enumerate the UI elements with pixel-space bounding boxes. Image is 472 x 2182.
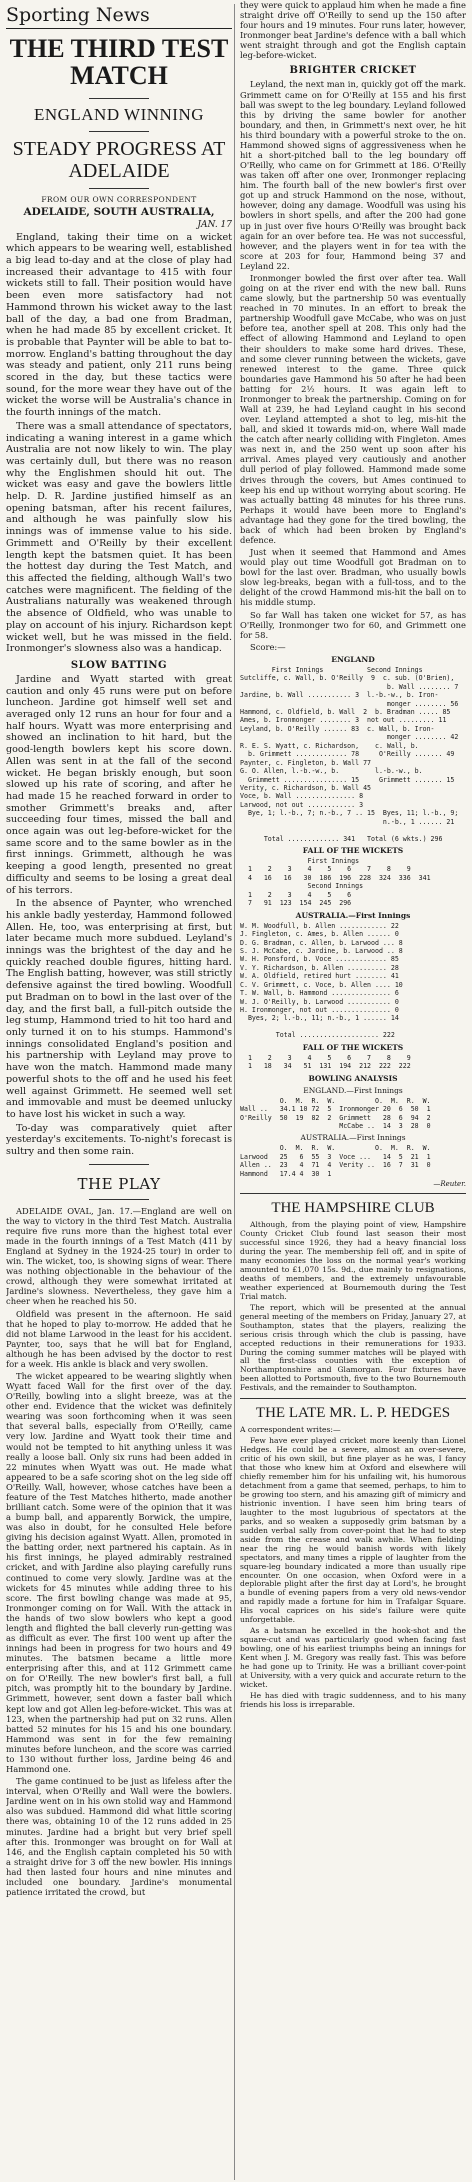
hampshire-body — [240, 1221, 466, 1393]
reuter-credit: —Reuter. — [433, 1180, 466, 1189]
score-line: n.-b., 1 ...... 21 — [240, 817, 455, 826]
score-line: monger ........ 56 — [240, 699, 459, 708]
column-rule — [234, 4, 235, 2180]
score-line: Ames, b. Ironmonger ........ 3 not out ......... 11 — [240, 716, 447, 725]
paragraph: Leyland, the next man in, quickly got off the mark. Grimmett came on for O'Reilly at 155 and his first ball was swept to the leg boundary. Leyland followed this by driving the same bowler for another boundary, and then, in Grimmett's next over, he hit his third boundary with a powerful stroke to the on. Hammond showed signs of aggressiveness when he hit a short-pitched ball to the leg boundary off O'Reilly, who came on for Grimmett at 186. O'Reilly was taken off after one over, Ironmonger replacing him. The fourth ball of the new bowler's first over got up and struck Hammond on the nose, without, however, doing any damage. Woodfull was using his bowlers in short spells, and after the 200 had gone up in just over five hours O'Reilly was brought back again for an over before tea. He was not successful, however, and the players went in for tea with the score at 203 for four, Hammond being 37 and Leyland 22. — [240, 79, 466, 271]
score-line: 1 18 34 51 131 194 212 222 222 — [240, 1062, 411, 1071]
score-line: 7 91 123 154 245 296 — [240, 899, 352, 908]
paragraph: He has died with tragic suddenness, and to his many friends his loss is irreparable. — [240, 1690, 466, 1709]
paragraph: ADELAIDE OVAL, Jan. 17.—England are well on the way to victory in the third Test Match. Australia require five runs more than the highest total ever made in the fourth innings of a Test Match (411 by England at Sydney in the 1924-25 tour) in order to win. The wicket, too, is showing signs of wear. There was nothing objectionable in the behaviour of the crowd, although they were somewhat irritated at Jardine's slowness. Nevertheless, they gave him a cheer when he reached his 50. — [6, 1205, 232, 1307]
paragraph: So far Wall has taken one wicket for 57, as has O'Reilly, Ironmonger two for 60, and Grimmett one for 58. — [240, 609, 466, 640]
paragraph: The game continued to be just as lifeless after the interval, when O'Reilly and Wall were the bowlers. Jardine went on in his own stolid way and Hammond also was subdued. Hammond did what little scoring there was, obtaining 10 of the 12 runs added in 25 minutes. Jardine had a bright but very brief spell after this. Ironmonger was brought on for Wall at 146, and the English captain completed his 50 with a straight drive for 3 off the new bowler. His innings had then lasted four hours and nine minutes and included one boundary. Jardine's monumental patience irritated the crowd, but — [6, 1776, 232, 1897]
subhead-brighter-cricket: BRIGHTER CRICKET — [289, 65, 417, 77]
score-line: W. H. Ponsford, b. Voce ............. 85 — [240, 955, 399, 964]
score-line: Second Innings — [240, 882, 364, 891]
left-column — [6, 0, 232, 2182]
scorecard-england — [240, 666, 466, 843]
divider — [89, 1164, 149, 1165]
date: JAN. 17 — [197, 219, 232, 230]
score-line: O. M. R. W. O. M. R. W. — [240, 1144, 431, 1153]
paragraph: Oldfield was present in the afternoon. He said that he hoped to play to-morrow. He added that he did not blame Larwood in the least for his accident. Paynter, too, says that he will bat for England, although he has been advised by the doctor to rest for a week. His ankle is black and very swollen. — [6, 1308, 232, 1369]
score-line: McCabe .. 14 3 28 0 — [240, 1121, 431, 1130]
hedges-body — [240, 1437, 466, 1710]
score-line: Total .................... 222 — [240, 1031, 395, 1040]
divider — [89, 98, 149, 99]
dateline: ADELAIDE, SOUTH AUSTRALIA, — [23, 205, 215, 218]
score-line: 4 16 16 30 186 196 228 324 336 341 — [240, 873, 431, 882]
score-line: Sutcliffe, c. Wall, b. O'Reilly 9 c. sub. (O'Brien), — [240, 674, 455, 683]
score-line: W. M. Woodfull, b. Allen ............ 22 — [240, 921, 399, 930]
score-line: G. O. Allen, l.-b.-w., b. l.-b.-w., b. — [240, 767, 423, 776]
bowling-england-title: ENGLAND.—First Innings — [303, 1085, 403, 1095]
bowling-england — [240, 1097, 466, 1131]
subhead-slow-batting: SLOW BATTING — [70, 659, 168, 671]
scorecard-england-title: ENGLAND — [331, 654, 375, 664]
score-line: Hammond, c. Oldfield, b. Wall 2 b. Bradman ..... 85 — [240, 708, 451, 717]
paragraph: Score:— — [250, 641, 286, 652]
divider — [89, 1199, 149, 1200]
score-line: Larwood, not out ............ 3 — [240, 800, 364, 809]
subhead-the-play: THE PLAY — [77, 1174, 161, 1193]
paragraph: The wicket appeared to be wearing slightly when Wyatt faced Wall for the first over of the day. O'Reilly, bowling into a slight breeze, was at the other end. Evidence that the wicket was definitely wearing was soon forthcoming when it was seen that several balls, especially from O'Reilly, came very low. Jardine and Wyatt took their time and would not be tempted to hit anything unless it was really a loose ball. Only six runs had been added in 22 minutes when Wyatt was out. He made what appeared to be a safe scoring shot on the leg side off O'Reilly. Wall, however, whose catches have been a feature of the Test Matches hitherto, made another brilliant catch. Some were of the opinion that it was a bump ball, and apparently Borwick, the umpire, was also in doubt, for he consulted Hele before giving his decision against Wyatt. Allen, promoted in the batting order, next partnered his captain. As in his first innings, he played admirably restrained cricket, and with Jardine also playing carefully runs continued to come very slowly. Jardine was at the wickets for 45 minutes while adding three to his score. The first bowling change was made at 95, Ironmonger coming on for Wall. With the attack in the hands of two slow bowlers who kept a good length and flighted the ball cleverly run-getting was as difficult as ever. The first 100 went up after the innings had been in progress for two hours and 49 minutes. The batsmen became a little more enterprising after this, and at 112 Grimmett came on for O'Reilly. The new bowler's first ball, a full pitch, was promptly hit to the boundary by Jardine. Grimmett, however, sent down a faster ball which kept low and got Allen leg-before-wicket. This was at 123, when the partnership had put on 32 runs. Allen batted 52 minutes for his 15 and his one boundary. Hammond was sent in for the few remaining minutes before luncheon, and the score was carried to 130 without further loss, Jardine being 46 and Hammond one. — [6, 1370, 232, 1775]
paragraph: Just when it seemed that Hammond and Ames would play out time Woodfull got Bradman on to bowl for the last over. Bradman, who usually bowls slow leg-breaks, began with a full-toss, and to the delight of the crowd Hammond mis-hit the ball on to his middle stump. — [240, 547, 466, 608]
section-title: Sporting News — [6, 4, 232, 29]
score-line: Verity, c. Richardson, b. Wall 45 — [240, 783, 372, 792]
paragraph: Jardine and Wyatt started with great caution and only 45 runs were put on before luncheon. Jardine got himself well set and averaged only 12 runs an hour for four and a half hours. Wyatt was more enterprising and showed an inclination to hit hard, but the good-length bowlers kept his score down. Allen was sent in at the fall of the second wicket. He began briskly enough, but soon slowed up his rate of scoring, and after he had made 15 he reached forward in order to smother Grimmett's breaks and, after succeeding four times, missed the ball and once again was out leg-before-wicket for the same score and to the same bowler as in the first innings. Grimmett, although he was keeping a good length, presented no great difficulty and seems to be losing a great deal of his terrors. — [6, 673, 232, 896]
continued-text: they were quick to applaud him when he made a fine straight drive off O'Reilly to send up the 150 after four hours and 19 minutes. Four runs later, however, Ironmonger beat Jardine's defence with a ball which went straight through and got the English captain leg-before-wicket. — [240, 0, 466, 61]
score-line: V. Y. Richardson, b. Allen .......... 28 — [240, 963, 399, 972]
score-line: Jardine, b. Wall ........... 3 l.-b.-w., b. Iron- — [240, 691, 439, 700]
divider — [240, 1193, 466, 1194]
score-line: R. E. S. Wyatt, c. Richardson, c. Wall, b. — [240, 741, 419, 750]
score-line: b. Wall ........ 7 — [240, 682, 459, 691]
brighter-cricket-body — [240, 79, 466, 651]
paragraph: England, taking their time on a wicket which appears to be wearing well, established a big lead to-day and at the close of play had increased their advantage to 415 with four wickets still to fall. Their position would have been even more satisfactory had not Hammond thrown his wicket away to the last ball of the day, a bad one from Bradman, when he had made 85 by excellent cricket. It is probable that Paynter will be able to bat to-morrow. England's batting throughout the day was steady and patient, only 211 runs being scored in the day, but these tactics were sound, for the more wear they have out of the wicket the worse will be Australia's chance in the fourth innings of the match. — [6, 231, 232, 419]
score-line: W. J. O'Reilly, b. Larwood ........... 0 — [240, 997, 399, 1006]
score-line: S. J. McCabe, c. Jardine, b. Larwood .. 8 — [240, 946, 403, 955]
score-line: b. Grimmett ............. 78 O'Reilly ....... 49 — [240, 750, 455, 759]
score-line: W. A. Oldfield, retired hurt ........ 41 — [240, 972, 399, 981]
score-line: Paynter, c. Fingleton, b. Wall 77 — [240, 758, 372, 767]
hedges-title: THE LATE MR. L. P. HEDGES — [255, 1405, 451, 1422]
paragraph: Although, from the playing point of view, Hampshire County Cricket Club found last season their most successful since 1926, they had a heavy financial loss during the year. The membership fell off, and in spite of many economies the loss on the normal year's working amounted to £1,070 15s. 9d., due mainly to resignations, deaths of members, and the extremely unfavourable weather experienced at Bournemouth during the Test Trial match. — [240, 1220, 466, 1301]
scorecard-australia-title: AUSTRALIA.—First Innings — [295, 910, 411, 920]
score-line: Larwood 25 6 55 3 Voce ... 14 5 21 1 — [240, 1152, 431, 1161]
score-line: J. Fingleton, c. Ames, b. Allen ...... 0 — [240, 930, 399, 939]
scorecard-australia — [240, 922, 466, 1040]
score-line: Voce, b. Wall ............... 8 — [240, 792, 364, 801]
score-line: O. M. R. W. O. M. R. W. — [240, 1096, 431, 1105]
right-column — [240, 0, 466, 2182]
subhead-england-winning: ENGLAND WINNING — [33, 104, 205, 124]
divider — [89, 188, 149, 189]
paragraph: The report, which will be presented at the annual general meeting of the members on Friday, January 27, at Southampton, states that the players, realizing the serious crisis through which the club is passing, have accepted reductions in their remunerations for 1933. During the coming summer matches will be played with all the first-class counties with the exception of Northamptonshire and Glamorgan. Four fixtures have been allotted to Portsmouth, five to the two Bournemouth Festivals, and the remainder to Southampton. — [240, 1302, 466, 1393]
score-line: Byes, 2; l.-b., 11; n.-b., 1 ...... 14 — [240, 1014, 399, 1023]
headline: THE THIRD TEST MATCH — [9, 34, 229, 91]
score-line: 1 2 3 4 5 6 — [240, 890, 352, 899]
slow-batting-body — [6, 674, 232, 1158]
score-line: First Innings Second Innings — [240, 665, 423, 674]
paragraph: Ironmonger bowled the first over after tea. Wall going on at the river end with the new ball. Runs came slowly, but the partnership 50 was eventually reached in 70 minutes. In an effort to break the partnership Woodfull gave McCabe, who was on just before tea, another spell at 208. This only had the effect of allowing Hammond and Leyland to open their shoulders to make some hard drives. These, and some clever running between the wickets, gave renewed interest to the game. Three quick boundaries gave Hammond his 50 after he had been batting for 2½ hours. It was again left to Ironmonger to break the partnership. Coming on for Wall at 239, he had Leyland caught in his second over. Leyland attempted a shot to leg, mis-hit the ball, and skied it towards mid-on, where Wall made the catch after nearly colliding with Fingleton. Ames was next in, and the 250 went up soon after his arrival. Ames played very cautiously and another dull period of play followed. Hammond made some drives through the covers, but Ames continued to keep his end up without worrying about scoring. He was actually batting 48 minutes for his three runs. Perhaps it would have been more to England's advantage had they gone for the tired bowling, the back of which had been broken by England's defence. — [240, 272, 466, 545]
fall-of-wickets-england — [240, 857, 466, 908]
divider — [89, 131, 149, 132]
score-line: Total ............. 341 Total (6 wkts.) 296 — [240, 834, 443, 843]
score-line: Wall .. 34.1 10 72 5 Ironmonger 20 6 50 1 — [240, 1105, 431, 1114]
fall-of-wickets-title: FALL OF THE WICKETS — [302, 846, 404, 856]
score-line: Allen .. 23 4 71 4 Verity .. 16 7 31 0 — [240, 1161, 431, 1170]
score-line: H. Ironmonger, not out ............... 0 — [240, 1006, 399, 1015]
score-line: Hammond 17.4 4 30 1 — [240, 1169, 332, 1178]
hedges-intro: A correspondent writes:— — [240, 1425, 341, 1435]
paragraph: To-day was comparatively quiet after yesterday's excitements. To-night's forecast is sultry and then some rain. — [6, 1122, 232, 1158]
correspondent: FROM OUR OWN CORRESPONDENT — [41, 194, 197, 204]
score-line: C. V. Grimmett, c. Voce, b. Allen .... 10 — [240, 980, 403, 989]
bowling-analysis-title: BOWLING ANALYSIS — [308, 1073, 398, 1083]
score-line: O'Reilly 50 19 82 2 Grimmett 28 6 94 2 — [240, 1113, 431, 1122]
the-play-body — [6, 1206, 232, 1897]
score-line: 1 2 3 4 5 6 7 8 9 — [240, 865, 411, 874]
score-line: T. W. Wall, b. Hammond ............... 6 — [240, 989, 399, 998]
fall-of-wickets-australia — [240, 1054, 466, 1071]
bowling-australia-title: AUSTRALIA.—First Innings — [300, 1133, 406, 1143]
article-body — [6, 232, 232, 655]
subhead-steady-progress: STEADY PROGRESS AT ADELAIDE — [12, 137, 226, 182]
paragraph: As a batsman he excelled in the hook-shot and the square-cut and was particularly good when facing fast bowling, one of his earliest triumphs being an innings for Kent when J. M. Gregory was really fast. This was before he had gone up to Trinity. He was a brilliant cover-point at University, with a very quick and accurate return to the wicket. — [240, 1626, 466, 1689]
score-line: Leyland, b. O'Reilly ...... 83 c. Wall, b. Iron- — [240, 724, 435, 733]
score-line: 1 2 3 4 5 6 7 8 9 — [240, 1053, 411, 1062]
fall-of-wickets-title-2: FALL OF THE WICKETS — [302, 1042, 404, 1052]
paragraph: Few have ever played cricket more keenly than Lionel Hedges. He could be a severe, almost an over-severe, critic of his own skill, but fine player as he was, I fancy that those who knew him at Oxford and elsewhere will chiefly remember him for his unfailing wit, his humorous detachment from a game that seemed, perhaps, to him to be growing too stern, and his amazing gift of mimicry and histrionic invention. I have seen him bring tears of laughter to the most lugubrious of spectators at the parks, and so weaken a supposedly grim batsman by a sudden verbal sally from cover-point that he had to step aside from the crease and walk awhile. When fielding near the ring he would banish words with likely spectators, and many times a ripple of laughter from the square-leg boundary indicated a more than usually ripe encounter. On one occasion, when Oxford were in a deplorable plight after the first day at Lord's, he brought a bundle of evening papers from a very old news-vendor and rapidly made a fortune for him in Trafalgar Square. His vocal caprices on his side's failure were quite unforgettable. — [240, 1436, 466, 1625]
divider — [240, 1398, 466, 1399]
paragraph: There was a small attendance of spectators, indicating a waning interest in a game which Australia are not now likely to win. The play was certainly dull, but there was no reason why the Englishmen should hit out. The wicket was easy and gave the bowlers little help. D. R. Jardine justified himself as an opening batsman, after his recent failures, and although he was painfully slow his innings was of immense value to his side. Grimmett and O'Reilly by their excellent length kept the batsmen quiet. It has been the hottest day during the Test Match, and this affected the fielding, although Wall's two catches were magnificent. The fielding of the Australians naturally was weakened through the absence of Oldfield, who was unable to play on account of his injury. Richardson kept wicket well, but he was missed in the field. Ironmonger's slowness also was a handicap. — [6, 420, 232, 655]
score-line — [240, 1023, 466, 1031]
score-line — [240, 826, 466, 834]
score-line: Grimmett ................ 15 Grimmett ....... 15 — [240, 775, 455, 784]
score-line: Bye, 1; l.-b., 7; n.-b., 7 .. 15 Byes, 11; l.-b., 9; — [240, 809, 459, 818]
score-line: D. G. Bradman, c. Allen, b. Larwood ... 8 — [240, 938, 403, 947]
paragraph: In the absence of Paynter, who wrenched his ankle badly yesterday, Hammond followed Allen. He, too, was enterprising at first, but later became much more subdued. Leyland's innings was the brightest of the day and he quickly reached double figures, hitting hard. The English batting, however, was still strictly defensive against the tired bowling. Woodfull put Bradman on to bowl in the last over of the day, and the first ball, a full-pitch outside the leg stump, Hammond tried to hit too hard and only turned it on to his stumps. Hammond's innings consolidated England's position and his partnership with Leyland may prove to have won the match. Hammond made many powerful shots to the off and he used his feet well against Grimmett. He seemed well set and immovable and must be deemed unlucky to have lost his wicket in such a way. — [6, 898, 232, 1120]
score-line: First Innings — [240, 857, 360, 866]
score-line: monger ........ 42 — [240, 733, 459, 742]
bowling-australia — [240, 1144, 466, 1178]
hampshire-title: THE HAMPSHIRE CLUB — [271, 1200, 435, 1217]
